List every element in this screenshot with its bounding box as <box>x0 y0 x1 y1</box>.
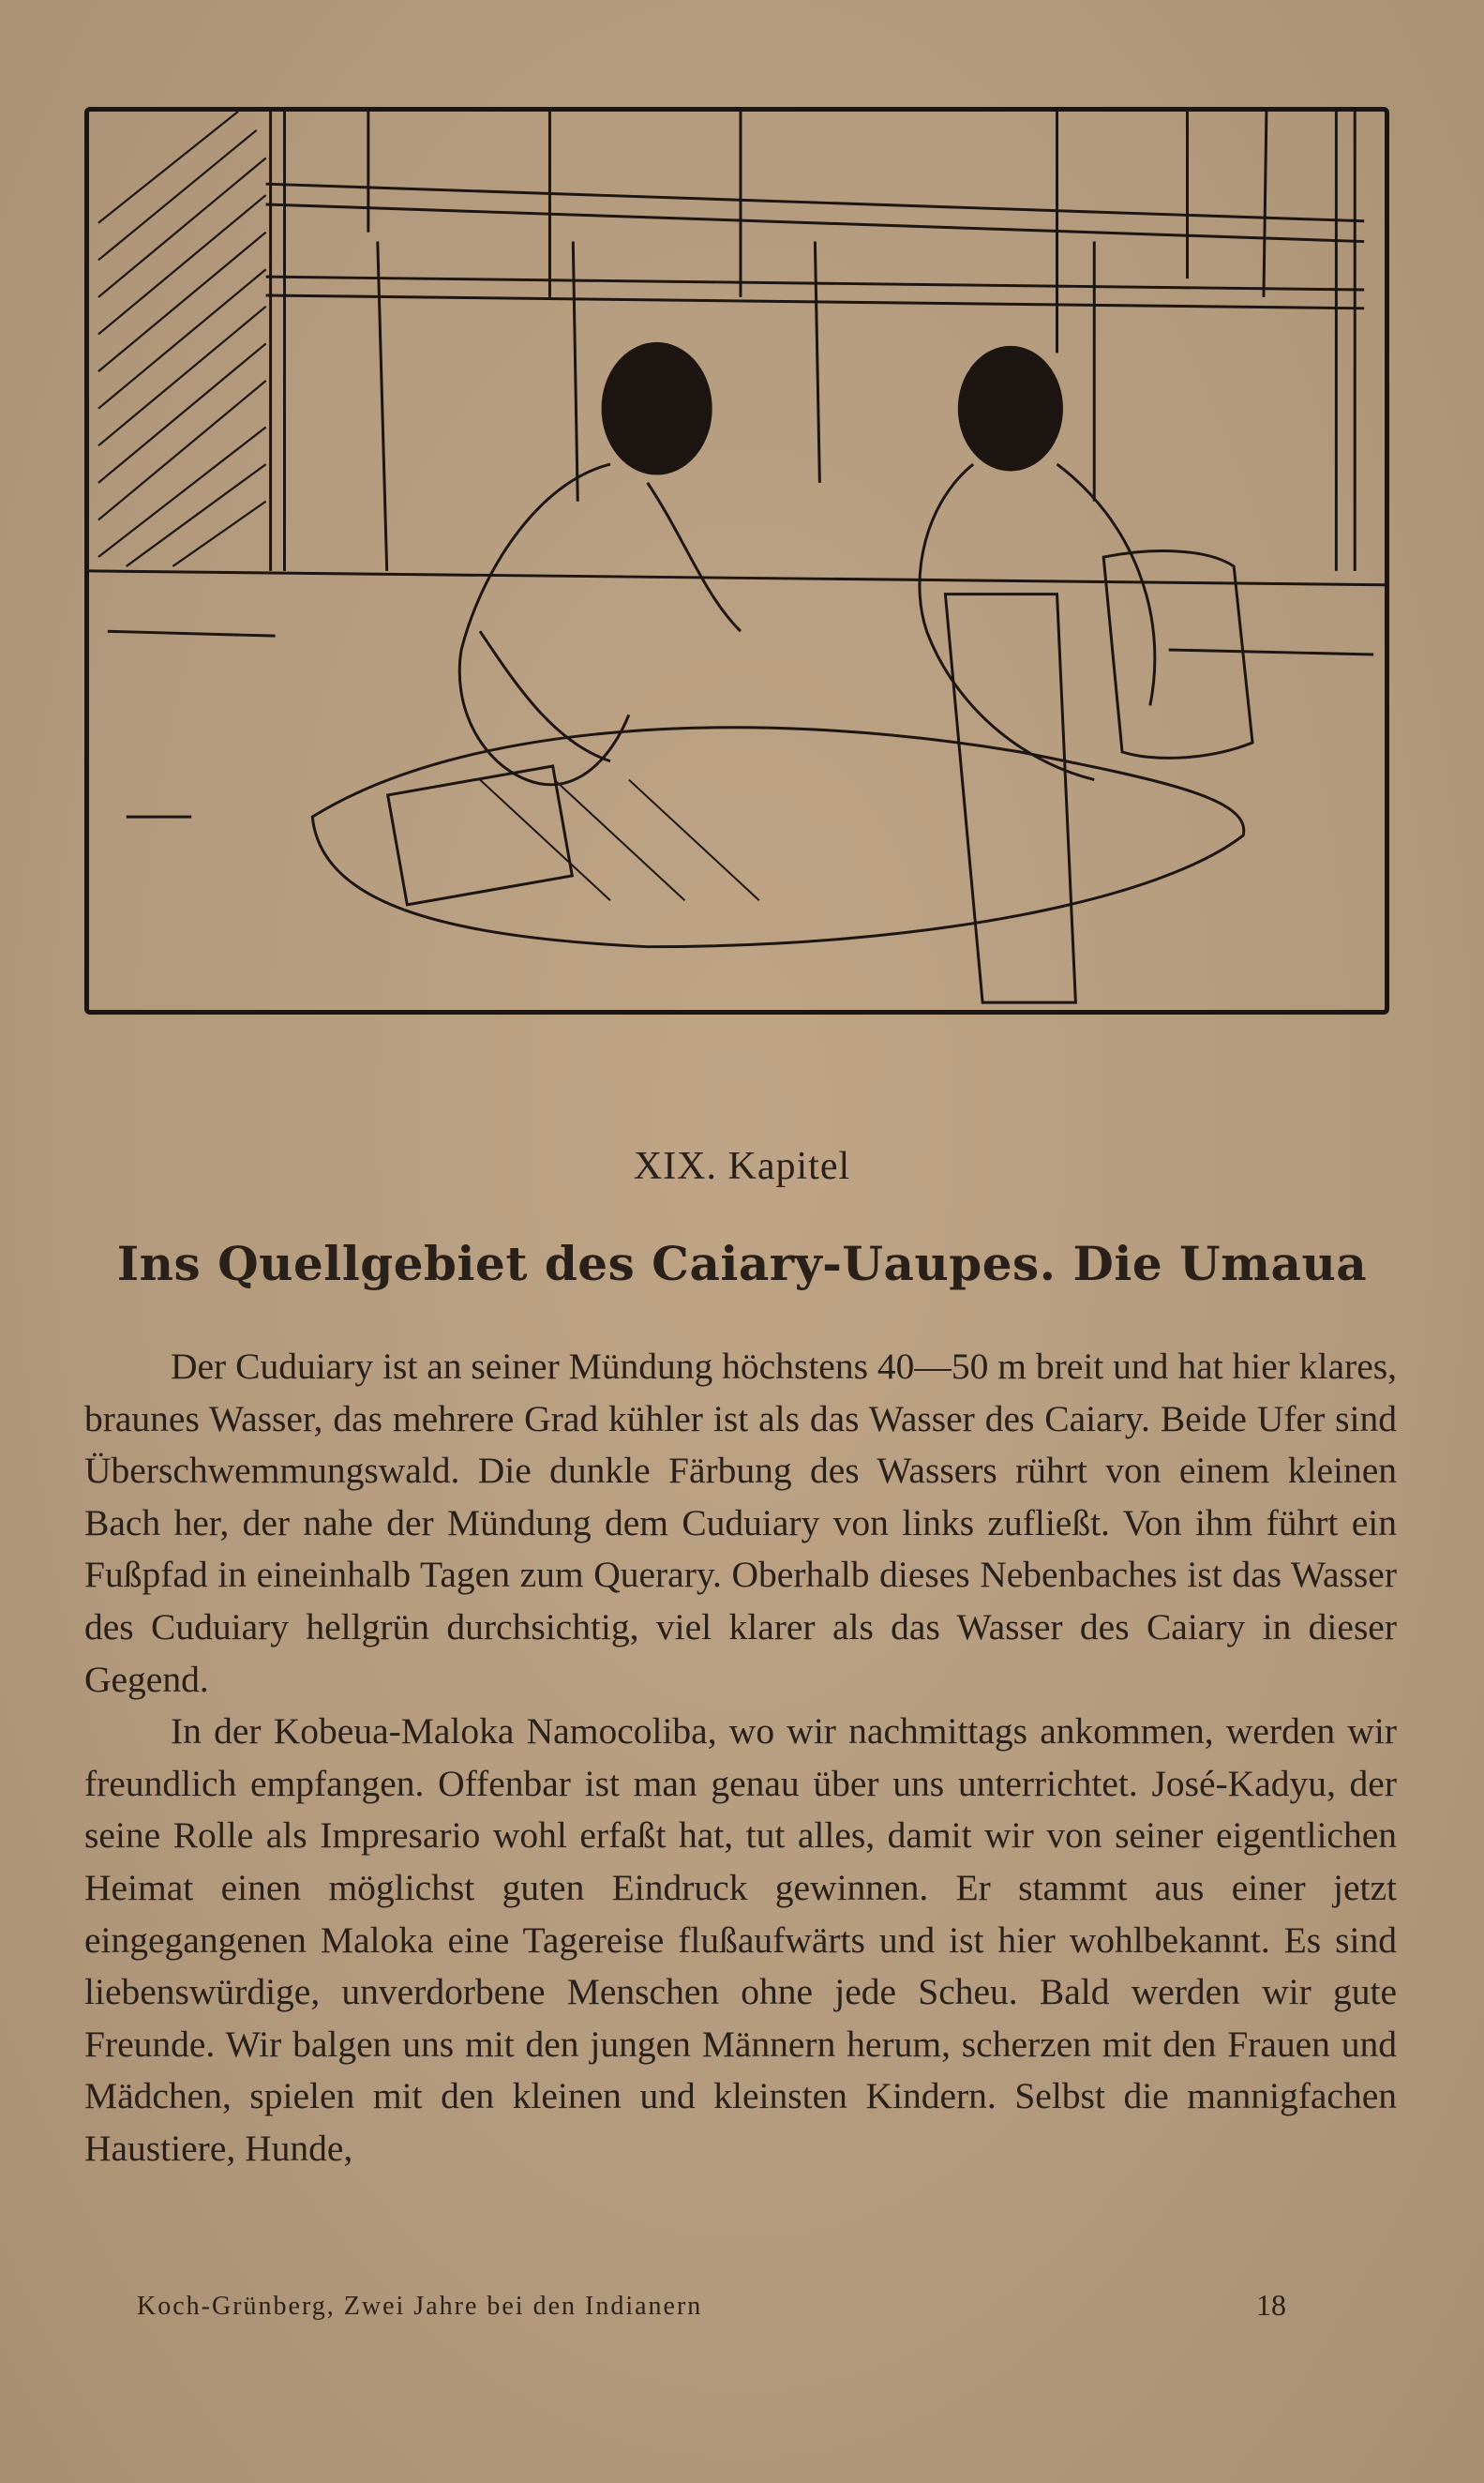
page-number: 18 <box>1256 2288 1286 2322</box>
footer-source: Koch-Grünberg, Zwei Jahre bei den Indianern <box>137 2292 703 2321</box>
illustration-plate <box>84 107 1389 1015</box>
paragraph: In der Kobeua-Maloka Namocoliba, wo wir nachmittags ankommen, werden wir freundlich empfangen. Offenbar ist man genau über uns unterrichtet. José-Kadyu, der seine Rolle als Impresario wohl erfaßt hat, tut alles, damit wir von seiner eigentlichen Heimat einen möglichst guten Eindruck gewinnen. Er stammt aus einer jetzt eingegangenen Maloka eine Tagereise flußaufwärts und ist hier wohlbekannt. Es sind liebenswürdige, unverdorbene Menschen ohne jede Scheu. Bald werden wir gute Freunde. Wir balgen uns mit den jungen Männern herum, scherzen mit den Frauen und Mädchen, spielen mit den kleinen und kleinsten Kindern. Selbst die mannigfachen Haustiere, Hunde, <box>84 1710 1397 2169</box>
chapter-title: Ins Quellgebiet des Caiary-Uaupes. Die Umaua <box>116 1236 1368 1291</box>
chapter-label: XIX. Kapitel <box>633 1145 851 1188</box>
illustration-two-men-weaving-icon <box>89 112 1385 1010</box>
paragraph: Der Cuduiary ist an seiner Mündung höchstens 40—50 m breit und hat hier klares, braunes Wasser, das mehrere Grad kühler ist als das Wasser des Caiary. Beide Ufer sind Überschwemmungswald. Die dunkle Färbung des Wassers rührt von einem kleinen Bach her, der nahe der Mündung dem Cuduiary von links zufließt. Von ihm führt ein Fußpfad in eineinhalb Tagen zum Querary. Oberhalb dieses Nebenbaches ist das Wasser des Cuduiary hellgrün durchsichtig, viel klarer als das Wasser des Caiary in dieser Gegend. <box>84 1346 1397 1700</box>
body-text <box>84 1341 1397 2175</box>
